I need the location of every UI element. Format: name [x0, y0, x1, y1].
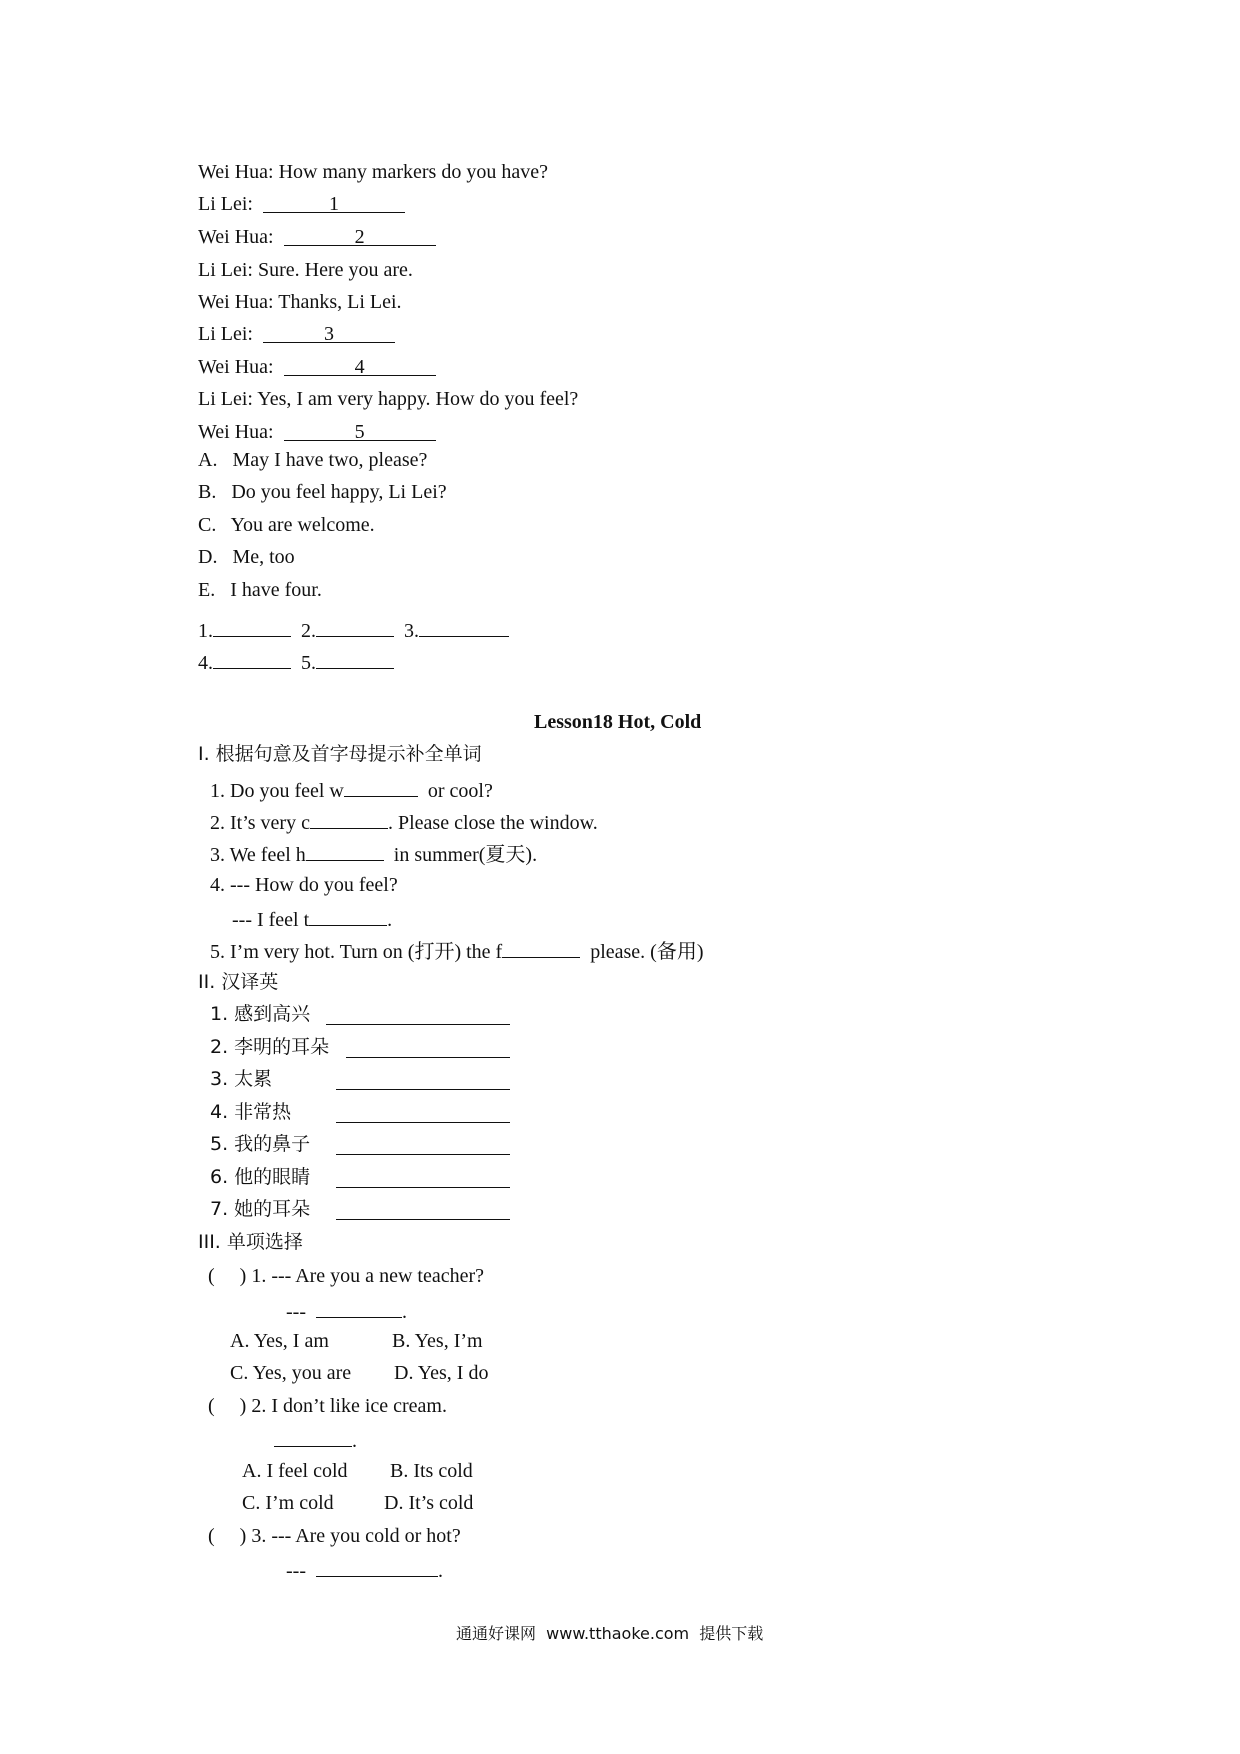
answer-blank-2[interactable]: 2 [284, 225, 436, 246]
fill-blank-2[interactable] [310, 808, 388, 829]
section1-item-3: 3. We feel h in summer(夏天). [210, 840, 537, 867]
dialogue-line-2: Li Lei: 1 [198, 192, 405, 216]
section2-item-3: 3. 太累 [210, 1068, 273, 1090]
mcq-1-option-a: A. Yes, I am [230, 1330, 329, 1352]
mcq-2: ( ) 2. I don’t like ice cream. [208, 1395, 447, 1417]
dialogue-line-8: Li Lei: Yes, I am very happy. How do you feel? [198, 388, 579, 410]
option-e: E. I have four. [198, 579, 322, 601]
dialogue-line-6: Li Lei: 3 [198, 322, 395, 346]
translate-field-7[interactable] [336, 1199, 510, 1220]
mcq-1-blank[interactable] [316, 1297, 402, 1318]
answer-blank-1[interactable]: 1 [263, 192, 405, 213]
translate-field-4[interactable] [336, 1102, 510, 1123]
section3-heading: III. 单项选择 [198, 1231, 303, 1253]
mcq-2-option-c: C. I’m cold [242, 1492, 334, 1514]
mcq-1: ( ) 1. --- Are you a new teacher? [208, 1265, 484, 1287]
mcq-1-option-b: B. Yes, I’m [392, 1330, 483, 1352]
section1-item-2: 2. It’s very c . Please close the window. [210, 808, 598, 835]
answer-field-5[interactable] [316, 648, 394, 669]
section2-item-5: 5. 我的鼻子 [210, 1133, 311, 1155]
fill-blank-3[interactable] [306, 840, 384, 861]
translate-field-6[interactable] [336, 1167, 510, 1188]
mcq-1-option-d: D. Yes, I do [394, 1362, 489, 1384]
dialogue-line-7: Wei Hua: 4 [198, 355, 436, 379]
section2-item-6: 6. 他的眼睛 [210, 1166, 311, 1188]
section2-heading: II. 汉译英 [198, 971, 279, 993]
dialogue-line-1: Wei Hua: How many markers do you have? [198, 161, 548, 183]
dialogue-line-5: Wei Hua: Thanks, Li Lei. [198, 291, 402, 313]
option-d: D. Me, too [198, 546, 295, 568]
mcq-2-option-a: A. I feel cold [242, 1460, 348, 1482]
section2-item-1: 1. 感到高兴 [210, 1003, 311, 1025]
fill-blank-5[interactable] [502, 937, 580, 958]
dialogue-line-4: Li Lei: Sure. Here you are. [198, 259, 413, 281]
answer-field-4[interactable] [213, 648, 291, 669]
dialogue-line-9: Wei Hua: 5 [198, 420, 436, 444]
mcq-1-answer: --- . [286, 1297, 407, 1324]
answer-row-2: 4. 5. [198, 648, 394, 675]
mcq-2-blank[interactable] [274, 1426, 352, 1447]
section1-item-5: 5. I’m very hot. Turn on (打开) the f please. (备用) [210, 937, 704, 964]
option-b: B. Do you feel happy, Li Lei? [198, 481, 447, 503]
translate-field-2[interactable] [346, 1037, 510, 1058]
section2-item-7: 7. 她的耳朵 [210, 1198, 311, 1220]
translate-field-1[interactable] [326, 1004, 510, 1025]
answer-field-3[interactable] [419, 616, 509, 637]
section1-item-4: 4. --- How do you feel? [210, 874, 398, 896]
answer-blank-5[interactable]: 5 [284, 420, 436, 441]
mcq-3-blank[interactable] [316, 1556, 438, 1577]
translate-field-3[interactable] [336, 1069, 510, 1090]
mcq-3-answer: --- . [286, 1556, 443, 1583]
mcq-3: ( ) 3. --- Are you cold or hot? [208, 1525, 461, 1547]
mcq-2-answer: . [274, 1426, 357, 1453]
answer-field-1[interactable] [213, 616, 291, 637]
answer-blank-3[interactable]: 3 [263, 322, 395, 343]
answer-row-1: 1. 2. 3. [198, 616, 509, 643]
answer-blank-4[interactable]: 4 [284, 355, 436, 376]
option-a: A. May I have two, please? [198, 449, 428, 471]
lesson-title: Lesson18 Hot, Cold [534, 711, 702, 733]
section2-item-4: 4. 非常热 [210, 1101, 292, 1123]
fill-blank-4[interactable] [309, 905, 387, 926]
section1-heading: I. 根据句意及首字母提示补全单词 [198, 743, 482, 765]
section1-item-4-answer: --- I feel t . [232, 905, 392, 932]
mcq-2-option-b: B. Its cold [390, 1460, 473, 1482]
mcq-2-option-d: D. It’s cold [384, 1492, 474, 1514]
answer-field-2[interactable] [316, 616, 394, 637]
mcq-1-option-c: C. Yes, you are [230, 1362, 352, 1384]
section2-item-2: 2. 李明的耳朵 [210, 1036, 330, 1058]
option-c: C. You are welcome. [198, 514, 375, 536]
footer-source: 通通好课网 www.tthaoke.com 提供下载 [456, 1624, 764, 1643]
dialogue-line-3: Wei Hua: 2 [198, 225, 436, 249]
section1-item-1: 1. Do you feel w or cool? [210, 776, 493, 803]
fill-blank-1[interactable] [344, 776, 418, 797]
translate-field-5[interactable] [336, 1134, 510, 1155]
